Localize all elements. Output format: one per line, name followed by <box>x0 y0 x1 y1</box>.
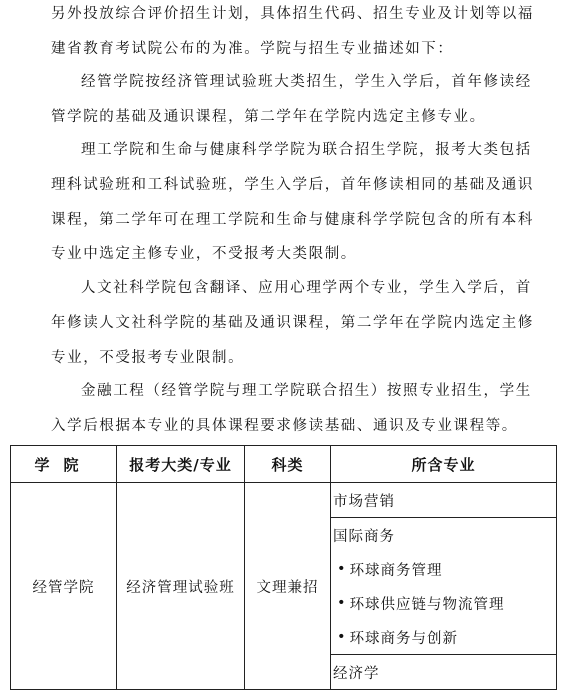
cell-subject: 文理兼招 <box>245 483 331 690</box>
sub-major-item <box>333 620 556 654</box>
text-line: 理科试验班和工科试验班，学生入学后，首年修读相同的基础及通识 <box>51 176 534 193</box>
paragraph-economics <box>51 65 532 135</box>
sub-major-label: 环球商务管理 <box>349 562 443 579</box>
cell-category: 经济管理试验班 <box>117 483 245 690</box>
table-header-row <box>11 446 557 483</box>
text-line: 人文社科学院包含翻译、应用心理学两个专业，学生入学后，首 <box>81 280 532 296</box>
bullet-marker: • <box>337 595 347 611</box>
text-line: 理工学院和生命与健康科学学院为联合招生学院，报考大类包括 <box>81 142 532 158</box>
intro-paragraph <box>51 0 534 67</box>
text-line: 专业中选定主修专业，不受报考大类限制。 <box>51 246 357 263</box>
major-label: 国际商务 <box>333 528 395 545</box>
header-category: 报考大类/专业 <box>117 446 245 483</box>
text-line: 建省教育考试院公布的为准。学院与招生专业描述如下： <box>51 40 454 57</box>
sub-major-label: 环球供应链与物流管理 <box>349 596 505 613</box>
paragraph-finance <box>51 374 532 444</box>
text-line: 年修读人文社科学院的基础及通识课程，第二学年在学院内选定主修 <box>51 314 534 331</box>
bullet-marker: • <box>337 561 347 577</box>
text-line: 另外投放综合评价招生计划，具体招生代码、招生专业及计划等以福 <box>51 6 534 22</box>
sub-major-item <box>333 586 556 620</box>
text-line: 经管学院按经济管理试验班大类招生，学生入学后，首年修读经 <box>81 74 532 90</box>
text-line: 专业，不受报考专业限制。 <box>51 349 245 366</box>
text-line: 入学后根据本专业的具体课程要求修读基础、通识及专业课程等。 <box>51 417 518 434</box>
paragraph-science <box>51 133 534 272</box>
sub-major-label: 环球商务与创新 <box>349 630 459 647</box>
paragraph-humanities <box>51 271 534 375</box>
header-school: 学院 <box>11 446 117 483</box>
header-subject: 科类 <box>245 446 331 483</box>
majors-table <box>10 445 557 690</box>
text-line: 课程，第二学年可在理工学院和生命与健康科学学院包含的所有本科 <box>51 211 534 228</box>
table-row <box>11 483 557 518</box>
text-line: 管学院的基础及通识课程，第二学年在学院内选定主修专业。 <box>51 108 486 125</box>
cell-major-international-business <box>331 518 557 655</box>
cell-major-economics: 经济学 <box>331 655 557 690</box>
sub-major-item <box>333 552 556 586</box>
cell-school: 经管学院 <box>11 483 117 690</box>
header-majors: 所含专业 <box>331 446 557 483</box>
text-line: 金融工程（经管学院与理工学院联合招生）按照专业招生，学生 <box>81 383 532 399</box>
bullet-marker: • <box>337 629 347 645</box>
cell-major-marketing: 市场营销 <box>331 483 557 518</box>
